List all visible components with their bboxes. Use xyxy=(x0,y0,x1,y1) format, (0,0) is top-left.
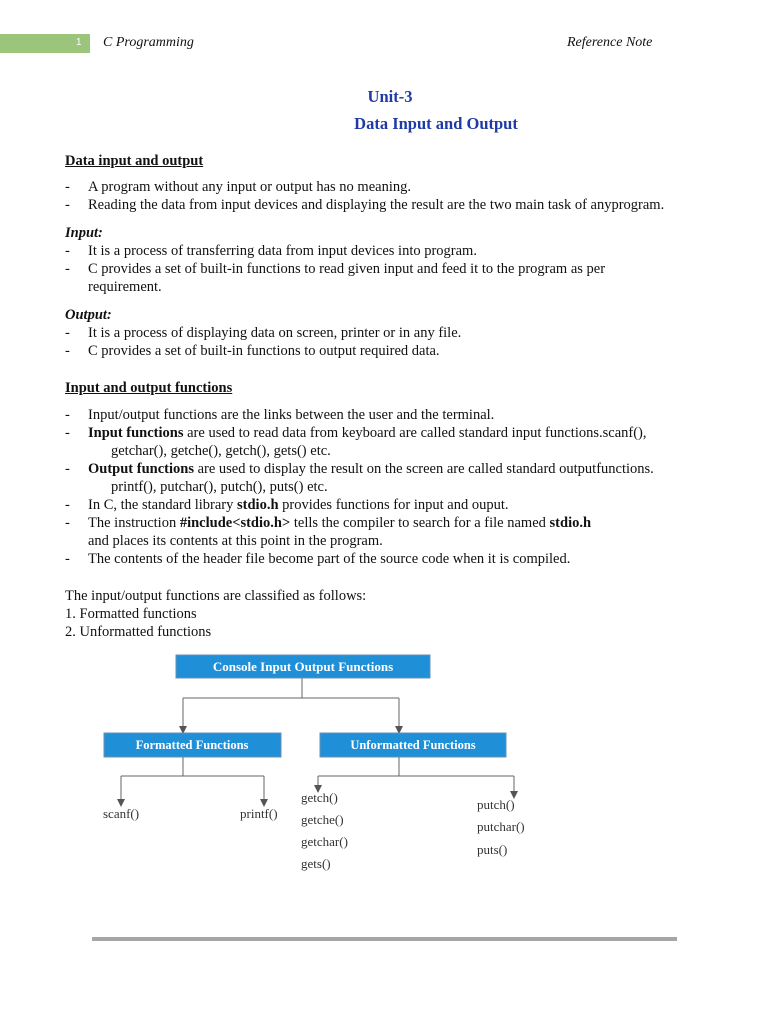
bullet-dash: - xyxy=(65,407,70,423)
bullet-dash: - xyxy=(65,497,70,513)
list-item: The contents of the header file become part of the source code when it is compiled. xyxy=(88,551,571,567)
diagram-leaf: scanf() xyxy=(103,806,140,821)
unformatted-box-label: Unformatted Functions xyxy=(350,738,476,752)
root-box xyxy=(176,655,430,678)
header-course-title: C Programming xyxy=(103,35,194,50)
list-item: A program without any input or output has no meaning. xyxy=(88,179,411,195)
list-item-continuation: and places its contents at this point in the program. xyxy=(88,533,383,549)
bold-term: Output functions xyxy=(88,461,194,477)
section-heading-io-functions: Input and output functions xyxy=(65,380,233,396)
list-item: Input/output functions are the links between the user and the terminal. xyxy=(88,407,495,423)
input-heading: Input: xyxy=(65,225,103,241)
list-item: 1. Formatted functions xyxy=(65,606,197,622)
footer-divider xyxy=(92,937,677,941)
list-item-continuation: printf(), putchar(), putch(), puts() etc. xyxy=(111,479,328,495)
list-item xyxy=(88,425,647,442)
text-run: The instruction xyxy=(88,515,180,531)
root-box-label: Console Input Output Functions xyxy=(212,659,394,674)
bullet-dash: - xyxy=(65,515,70,531)
text-run: are used to read data from keyboard are called standard input functions.scanf(), xyxy=(183,425,647,441)
text-run: In C, the standard library xyxy=(88,497,237,513)
unformatted-box xyxy=(320,733,506,757)
diagram-leaf: gets() xyxy=(301,856,331,871)
diagram-leaf: getch() xyxy=(301,790,338,805)
page-number: 1 xyxy=(76,37,82,48)
bullet-dash: - xyxy=(65,243,70,259)
diagram-leaf: puts() xyxy=(477,842,508,857)
bullet-dash: - xyxy=(65,325,70,341)
bold-term: #include<stdio.h> xyxy=(179,515,291,531)
formatted-box-label: Formatted Functions xyxy=(135,738,249,752)
list-item-continuation: requirement. xyxy=(88,279,162,295)
list-item xyxy=(88,461,654,478)
bold-term: stdio.h xyxy=(549,515,592,531)
bullet-dash: - xyxy=(65,261,70,277)
bullet-dash: - xyxy=(65,461,70,477)
list-item: C provides a set of built-in functions to output required data. xyxy=(88,343,440,359)
bullet-dash: - xyxy=(65,425,70,441)
diagram-leaf: printf() xyxy=(240,806,278,821)
list-item: 2. Unformatted functions xyxy=(65,624,212,640)
bullet-dash: - xyxy=(65,179,70,195)
list-item: Reading the data from input devices and displaying the result are the two main task of anyprogram. xyxy=(88,197,665,213)
bold-term: Input functions xyxy=(88,425,184,441)
classification-intro: The input/output functions are classified as follows: xyxy=(65,588,367,604)
page-title: Data Input and Output xyxy=(354,114,518,133)
diagram-leaf: getche() xyxy=(301,812,344,827)
bullet-dash: - xyxy=(65,551,70,567)
text-run: provides functions for input and ouput. xyxy=(278,497,509,513)
formatted-box xyxy=(104,733,281,757)
list-item: C provides a set of built-in functions to read given input and feed it to the program as per xyxy=(88,261,606,277)
diagram-leaf: putchar() xyxy=(477,819,525,834)
unit-title: Unit-3 xyxy=(367,87,413,106)
output-heading: Output: xyxy=(65,307,112,323)
list-item xyxy=(88,515,591,532)
text-run: are used to display the result on the screen are called standard outputfunctions. xyxy=(193,461,654,477)
diagram-leaf: getchar() xyxy=(301,834,348,849)
bold-term: stdio.h xyxy=(237,497,279,513)
bullet-dash: - xyxy=(65,197,70,213)
list-item: It is a process of displaying data on screen, printer or in any file. xyxy=(88,325,462,341)
header-doc-type: Reference Note xyxy=(567,35,653,50)
list-item-continuation: getchar(), getche(), getch(), gets() etc. xyxy=(111,443,331,459)
bullet-dash: - xyxy=(65,343,70,359)
list-item: It is a process of transferring data from input devices into program. xyxy=(88,243,477,259)
section-heading-data-io: Data input and output xyxy=(65,153,204,169)
io-functions-diagram xyxy=(0,640,768,890)
list-item xyxy=(88,497,508,514)
diagram-leaf: putch() xyxy=(477,797,515,812)
text-run: tells the compiler to search for a file named xyxy=(290,515,550,531)
